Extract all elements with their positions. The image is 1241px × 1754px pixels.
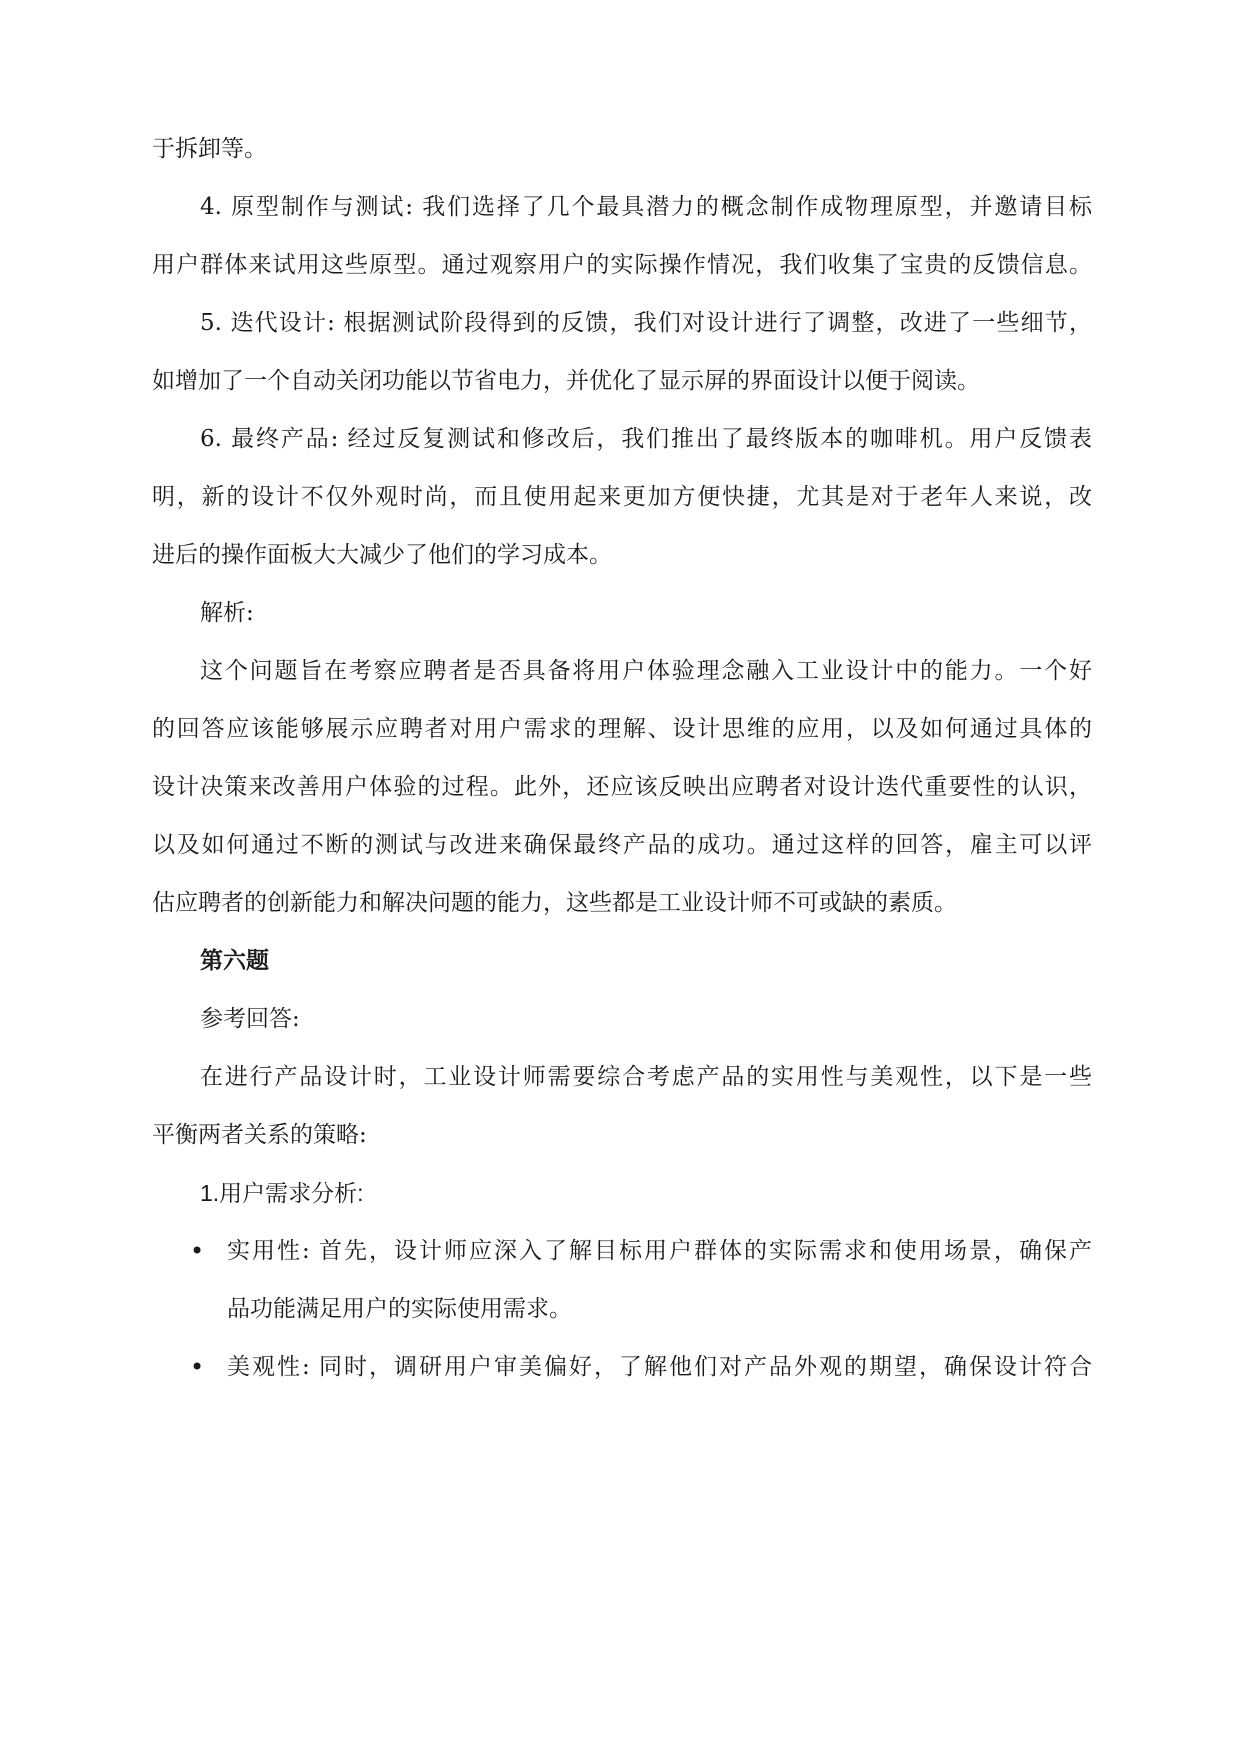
paragraph-line: 4. 原型制作与测试: 我们选择了几个最具潜力的概念制作成物理原型，并邀请目标 (200, 194, 1092, 220)
bullet-icon: • (190, 1353, 205, 1381)
question-heading: 第六题 (200, 947, 269, 974)
paragraph-line: 6. 最终产品: 经过反复测试和修改后，我们推出了最终版本的咖啡机。用户反馈表 (200, 426, 1092, 452)
paragraph-line: 这个问题旨在考察应聘者是否具备将用户体验理念融入工业设计中的能力。一个好 (200, 658, 1092, 684)
numbered-heading: 1.用户需求分析: (200, 1180, 364, 1206)
paragraph-line: 设计决策来改善用户体验的过程。此外，还应该反映出应聘者对设计迭代重要性的认识， (152, 774, 1092, 800)
paragraph-line: 平衡两者关系的策略: (152, 1122, 367, 1148)
paragraph-line: 于拆卸等。 (152, 136, 267, 162)
list-item-continuation: 品功能满足用户的实际使用需求。 (227, 1296, 572, 1322)
paragraph-line: 的回答应该能够展示应聘者对用户需求的理解、设计思维的应用，以及如何通过具体的 (152, 716, 1092, 742)
section-label: 参考回答: (200, 1006, 300, 1032)
paragraph-line: 估应聘者的创新能力和解决问题的能力，这些都是工业设计师不可或缺的素质。 (152, 890, 957, 916)
paragraph-line: 进后的操作面板大大减少了他们的学习成本。 (152, 542, 612, 568)
paragraph-line: 用户群体来试用这些原型。通过观察用户的实际操作情况，我们收集了宝贵的反馈信息。 (152, 252, 1092, 278)
bullet-icon: • (190, 1237, 205, 1265)
list-item: 实用性: 首先，设计师应深入了解目标用户群体的实际需求和使用场景，确保产 (227, 1238, 1092, 1264)
section-label: 解析: (200, 600, 254, 626)
paragraph-line: 在进行产品设计时，工业设计师需要综合考虑产品的实用性与美观性，以下是一些 (200, 1064, 1092, 1090)
paragraph-line: 以及如何通过不断的测试与改进来确保最终产品的成功。通过这样的回答，雇主可以评 (152, 832, 1092, 858)
paragraph-line: 5. 迭代设计: 根据测试阶段得到的反馈，我们对设计进行了调整，改进了一些细节， (200, 310, 1092, 336)
paragraph-line: 明，新的设计不仅外观时尚，而且使用起来更加方便快捷，尤其是对于老年人来说，改 (152, 484, 1092, 510)
paragraph-line: 如增加了一个自动关闭功能以节省电力，并优化了显示屏的界面设计以便于阅读。 (152, 368, 980, 394)
list-item: 美观性: 同时，调研用户审美偏好，了解他们对产品外观的期望，确保设计符合 (227, 1354, 1092, 1380)
